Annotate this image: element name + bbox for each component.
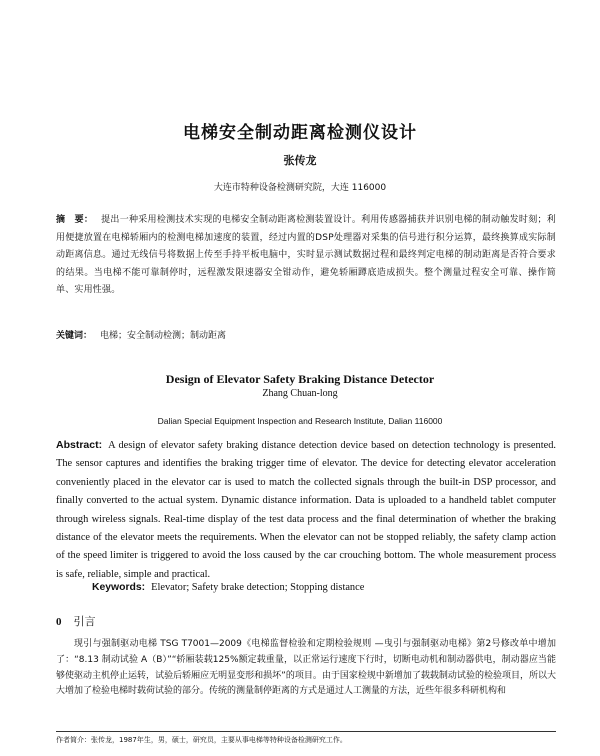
chinese-keywords [56,328,556,341]
english-abstract [56,436,556,584]
english-keywords-label: Keywords: [92,582,146,593]
section-number: 0 [56,616,62,628]
introduction-paragraph: 现引与强制驱动电梯 TSG T7001—2009《电梯监督检验和定期检验规则 —曳引与强制驱动电梯》第2号修改单中增加了：“8.13 制动试验 A（B）”“轿厢装载125%额定载重量，以正常运行速度下行时，切断电动机和制动器供电，制动器应当能够使驱动主机停止运转，试验后轿厢应无明显变形和损坏”的项目。由于国家检规中新增加了载载制动试验的检验项目，所以大大增加了检验电梯时载荷试验的部分。传统的测量制停距离的方式是通过人工测量的方法，近些年很多科研机构和 [56,639,556,697]
section-title: 引言 [73,615,96,628]
chinese-title: 电梯安全制动距离检测仪设计 [183,123,417,143]
chinese-keywords-label: 关键词： [56,331,93,341]
chinese-abstract [56,212,556,300]
author-footnote: 作者简介：张传龙，1987年生，男，硕士，研究员，主要从事电梯等特种设备检测研究工作。 [56,736,347,744]
english-keywords [92,582,552,593]
english-abstract-text: A design of elevator safety braking distance detection device based on detection technology is presented. The sensor captures and identifies the braking trigger time of elevator. The device for detecting elevator acceleration conveniently placed in the elevator car is used to match the collected signals through the built-in DSP processor, and finally converted to the actual system. Dynamic distance information. Data is uploaded to a handheld tablet computer through wireless signals. Real-time display of the test data process and the final determination of whether the braking distance of the elevator meets the requirements. When the elevator can not be stopped reliably, the safety clamp action of the speed limiter is triggered to avoid the loss caused by the car crouching bottom. The whole measurement process is safe, reliable, simple and practical. [56,440,556,580]
footnote-divider [56,731,556,732]
section-heading [56,613,356,629]
chinese-author: 张传龙 [283,154,317,167]
english-title: Design of Elevator Safety Braking Distance Detector [165,372,435,386]
english-affiliation: Dalian Special Equipment Inspection and Research Institute, Dalian 116000 [157,416,443,426]
english-author: Zhang Chuan-long [262,388,338,399]
chinese-abstract-text: 提出一种采用检测技术实现的电梯安全制动距离检测装置设计。利用传感器捕获并识别电梯的制动触发时刻；利用便捷放置在电梯轿厢内的检测电梯加速度的装置，经过内置的DSP处理器对采集的信号进行积分运算，最终换算成实际制动距离信息。通过无线信号将数据上传至手持平板电脑中，实时显示测试数据过程和最终判定电梯的制动距离是否符合要求的结果。当电梯不能可靠制停时，远程激发限速器安全钳动作，避免轿厢蹲底造成损失。整个测量过程安全可靠、操作简单、实用性强。 [56,215,556,295]
chinese-abstract-label: 摘 要： [56,215,94,225]
english-abstract-label: Abstract: [56,439,103,451]
chinese-affiliation: 大连市特种设备检测研究院，大连 116000 [213,183,387,193]
chinese-keywords-text: 电梯；安全制动检测；制动距离 [100,331,227,341]
english-keywords-text: Elevator; Safety brake detection; Stopping distance [151,582,365,593]
